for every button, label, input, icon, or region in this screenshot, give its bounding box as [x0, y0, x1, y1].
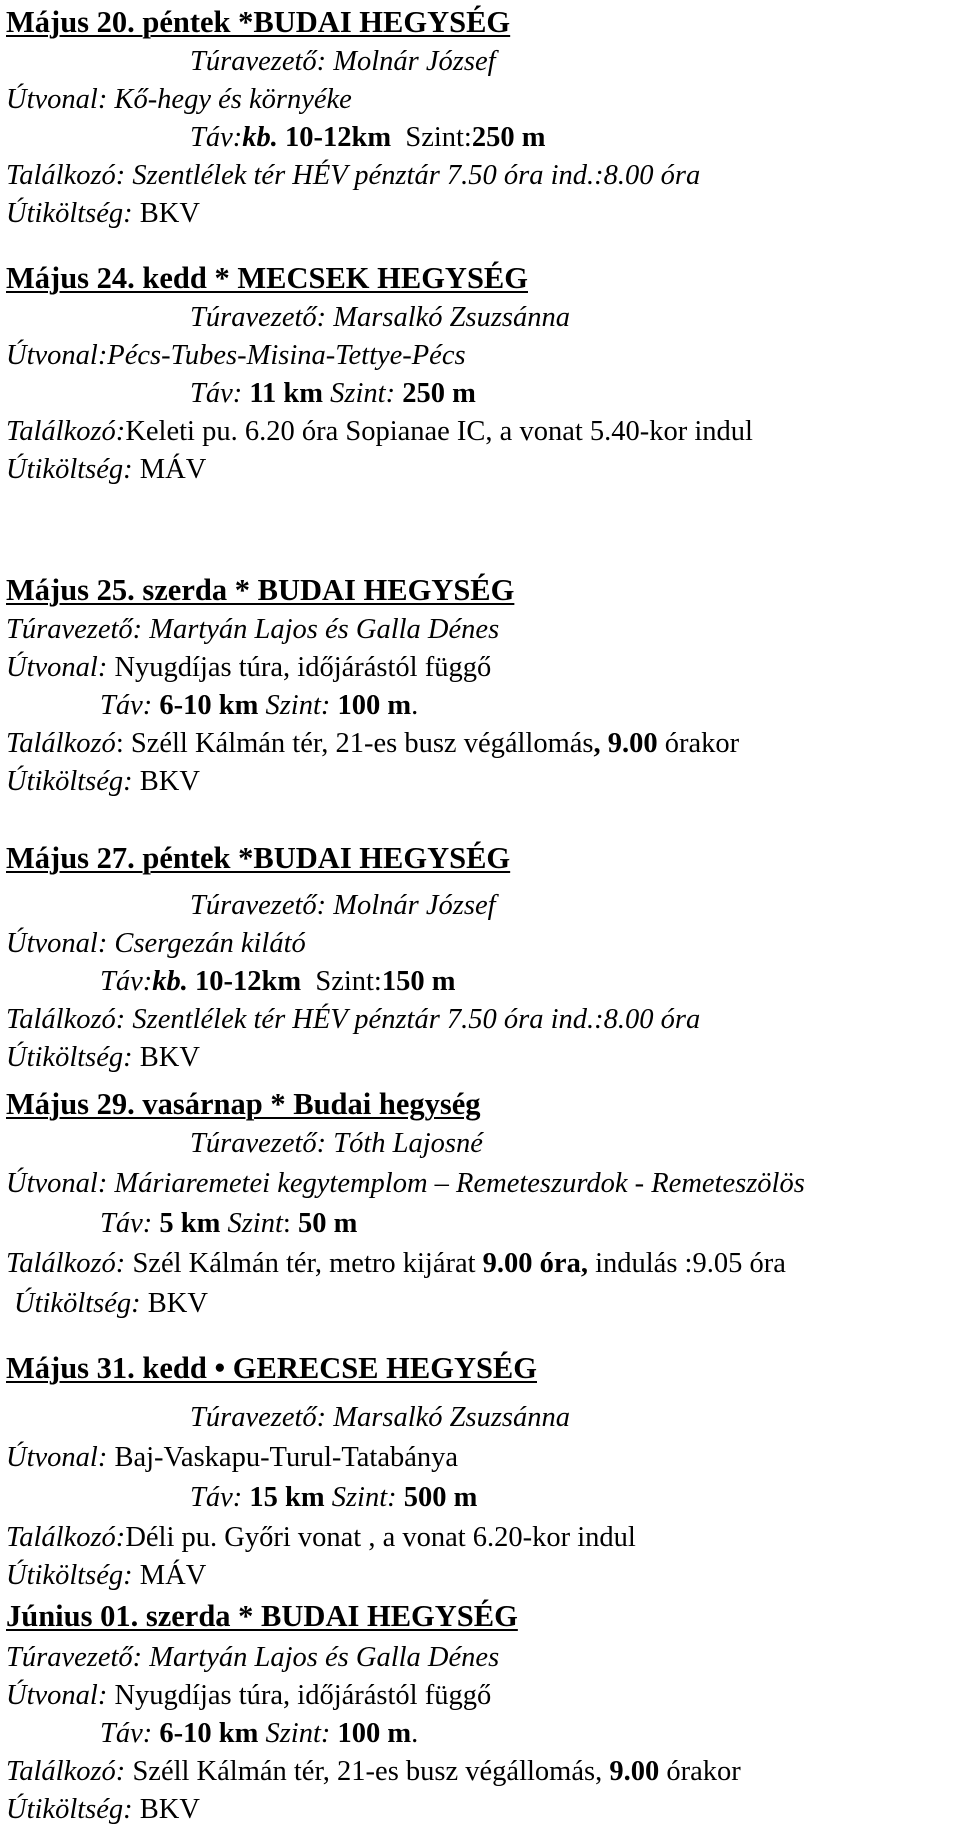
level-label: Szint:	[331, 1482, 397, 1513]
event-cost-line	[6, 454, 206, 485]
cost-label: Útiköltség:	[6, 766, 133, 797]
event-distance-line	[190, 1482, 477, 1513]
meeting-label: Találkozó	[6, 728, 116, 759]
cost-label: Útiköltség:	[6, 198, 133, 229]
event-distance-line	[100, 1718, 418, 1749]
event-guide: Túravezető: Martyán Lajos és Galla Dénes	[6, 614, 500, 645]
event-guide: Túravezető: Marsalkó Zsuzsánna	[190, 1402, 571, 1433]
meeting-value: Keleti pu. 6.20 óra Sopianae IC, a vonat 5.40-kor indul	[125, 416, 753, 447]
distance-value: 6-10 km	[159, 690, 259, 721]
route-label: Útvonal:	[6, 1680, 108, 1711]
level-value: 250 m	[471, 122, 546, 153]
level-label: Szint	[227, 1208, 283, 1239]
event-heading-may-20: Május 20. péntek *BUDAI HEGYSÉG	[6, 5, 511, 39]
cost-label: Útiköltség:	[6, 454, 133, 485]
event-distance-line	[190, 122, 545, 153]
cost-value: BKV	[139, 1794, 200, 1825]
cost-value: MÁV	[139, 454, 207, 485]
level-label: Szint:	[405, 122, 472, 153]
event-heading-jun-01: Június 01. szerda * BUDAI HEGYSÉG	[6, 1599, 518, 1633]
distance-value: 5 km	[159, 1208, 221, 1239]
event-route-line	[6, 1680, 491, 1711]
cost-value: BKV	[139, 766, 200, 797]
cost-value: BKV	[139, 198, 200, 229]
event-guide: Túravezető: Marsalkó Zsuzsánna	[190, 302, 571, 333]
event-meeting: Találkozó: Szentlélek tér HÉV pénztár 7.50 óra ind.:8.00 óra	[6, 1004, 701, 1035]
level-value: 100 m	[337, 690, 412, 721]
event-cost-line	[6, 1560, 206, 1591]
cost-label: Útiköltség:	[6, 1560, 133, 1591]
event-distance-line	[100, 966, 455, 997]
event-heading-may-31: Május 31. kedd • GERECSE HEGYSÉG	[6, 1351, 537, 1385]
level-colon: :	[282, 1208, 291, 1239]
event-meeting-line	[6, 1756, 741, 1787]
route-label: Útvonal:	[6, 1442, 108, 1473]
event-cost-line	[14, 1288, 208, 1319]
event-meeting-line	[6, 1248, 786, 1279]
level-value: 150 m	[381, 966, 456, 997]
cost-label: Útiköltség:	[6, 1794, 133, 1825]
event-cost-line	[6, 1794, 200, 1825]
event-meeting-line	[6, 416, 753, 447]
route-value: Baj-Vaskapu-Turul-Tatabánya	[114, 1442, 459, 1473]
event-guide: Túravezető: Molnár József	[190, 46, 496, 77]
event-meeting-line	[6, 1522, 636, 1553]
event-route: Útvonal: Máriaremetei kegytemplom – Remeteszurdok - Remeteszölös	[6, 1168, 805, 1199]
level-dot: .	[411, 690, 419, 721]
route-value: Nyugdíjas túra, időjárástól függő	[114, 652, 492, 683]
level-value: 250 m	[402, 378, 476, 409]
event-route-line	[6, 1442, 458, 1473]
meeting-text: : Széll Kálmán tér, 21-es busz végállomás	[115, 728, 594, 759]
meeting-time: , 9.00	[593, 728, 658, 759]
meeting-text: Szél Kálmán tér, metro kijárat	[132, 1248, 476, 1279]
event-heading-may-27: Május 27. péntek *BUDAI HEGYSÉG	[6, 841, 511, 875]
level-value: 50 m	[297, 1208, 358, 1239]
distance-label: Táv:	[100, 966, 153, 997]
distance-label: Táv:	[190, 378, 243, 409]
meeting-tail: indulás :9.05 óra	[595, 1248, 786, 1279]
event-distance-line	[100, 690, 418, 721]
event-route: Útvonal:Pécs-Tubes-Misina-Tettye-Pécs	[6, 340, 466, 371]
event-distance-line	[100, 1208, 357, 1239]
distance-label: Táv:	[190, 122, 243, 153]
level-value: 500 m	[403, 1482, 478, 1513]
level-label: Szint:	[265, 690, 331, 721]
cost-label: Útiköltség:	[6, 1042, 133, 1073]
event-heading-may-29: Május 29. vasárnap * Budai hegység	[6, 1087, 481, 1121]
meeting-time: 9.00	[609, 1756, 660, 1787]
level-label: Szint:	[315, 966, 382, 997]
distance-value: 15 km	[249, 1482, 325, 1513]
cost-value: MÁV	[139, 1560, 207, 1591]
event-guide: Túravezető: Martyán Lajos és Galla Dénes	[6, 1642, 500, 1673]
event-meeting-line	[6, 728, 739, 759]
distance-kb: kb.	[152, 966, 188, 997]
level-value: 100 m	[337, 1718, 412, 1749]
distance-label: Táv:	[190, 1482, 243, 1513]
meeting-label: Találkozó:	[6, 416, 126, 447]
cost-value: BKV	[139, 1042, 200, 1073]
meeting-tail: órakor	[666, 1756, 741, 1787]
event-meeting: Találkozó: Szentlélek tér HÉV pénztár 7.50 óra ind.:8.00 óra	[6, 160, 701, 191]
event-route: Útvonal: Csergezán kilátó	[6, 928, 306, 959]
meeting-label: Találkozó:	[6, 1248, 126, 1279]
event-distance-line	[190, 378, 476, 409]
event-heading-may-25: Május 25. szerda * BUDAI HEGYSÉG	[6, 573, 515, 607]
distance-label: Táv:	[100, 1208, 153, 1239]
distance-value: 10-12km	[195, 966, 302, 997]
meeting-label: Találkozó:	[6, 1756, 126, 1787]
distance-kb: kb.	[242, 122, 278, 153]
route-value: Nyugdíjas túra, időjárástól függő	[114, 1680, 492, 1711]
meeting-text: Széll Kálmán tér, 21-es busz végállomás,	[132, 1756, 603, 1787]
cost-value: BKV	[147, 1288, 208, 1319]
meeting-time: 9.00 óra,	[482, 1248, 588, 1279]
route-label: Útvonal:	[6, 652, 108, 683]
meeting-label: Találkozó:	[6, 1522, 126, 1553]
event-route: Útvonal: Kő-hegy és környéke	[6, 84, 352, 115]
level-label: Szint:	[330, 378, 396, 409]
distance-value: 6-10 km	[159, 1718, 259, 1749]
event-cost-line	[6, 1042, 200, 1073]
event-guide: Túravezető: Tóth Lajosné	[190, 1128, 483, 1159]
event-heading-may-24: Május 24. kedd * MECSEK HEGYSÉG	[6, 261, 528, 295]
distance-value: 10-12km	[285, 122, 392, 153]
event-cost-line	[6, 766, 200, 797]
meeting-value: Déli pu. Győri vonat , a vonat 6.20-kor indul	[125, 1522, 636, 1553]
level-label: Szint:	[265, 1718, 331, 1749]
level-dot: .	[411, 1718, 419, 1749]
event-route-line	[6, 652, 491, 683]
cost-label: Útiköltség:	[14, 1288, 141, 1319]
distance-value: 11 km	[249, 378, 324, 409]
event-guide: Túravezető: Molnár József	[190, 890, 496, 921]
event-cost-line	[6, 198, 200, 229]
distance-label: Táv:	[100, 690, 153, 721]
distance-label: Táv:	[100, 1718, 153, 1749]
meeting-tail: órakor	[664, 728, 740, 759]
